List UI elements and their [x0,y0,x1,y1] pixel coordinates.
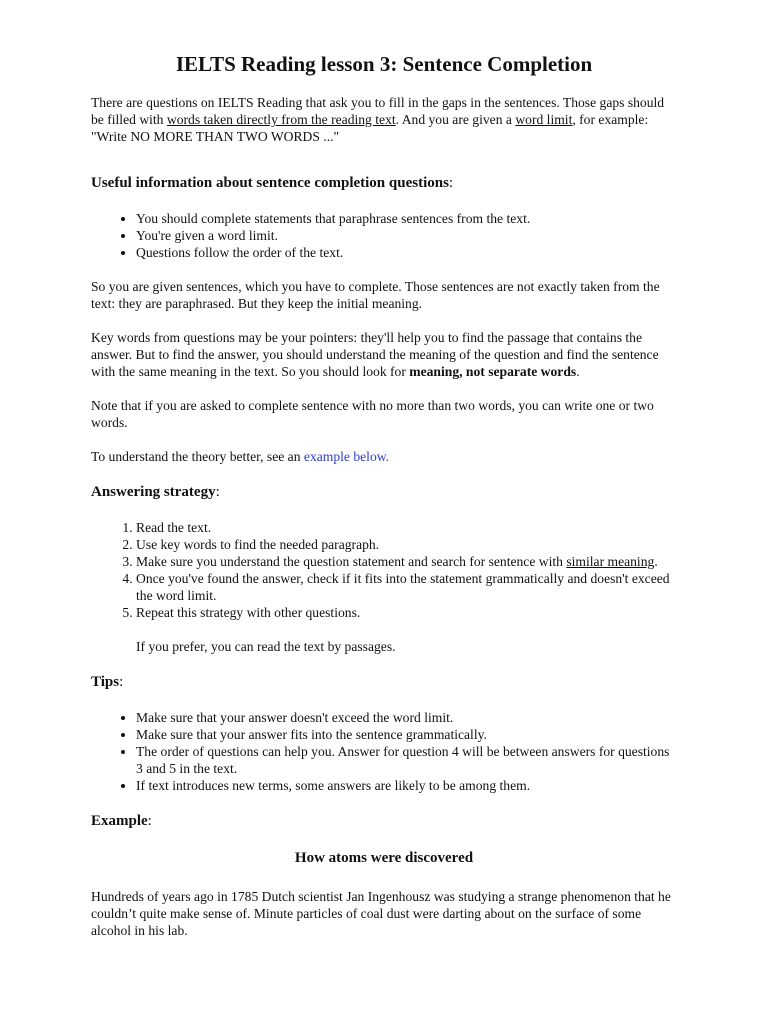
intro-underline-2: word limit [515,112,573,127]
example-heading: Example: [91,813,152,829]
list-item: 3. Make sure you understand the question statement and search for sentence with similar meaning. [136,553,677,570]
strategy-list [91,519,677,621]
intro-text-2: . And you are given a [395,112,516,127]
intro-underline-1: words taken directly from the reading text [166,112,396,127]
intro-paragraph [91,94,677,145]
list-item: • If text introduces new terms, some answers are likely to be among them. [136,777,677,794]
paragraph-2: Key words from questions may be your pointers: they'll help you to find the passage that contains the answer. But to find the answer, you should understand the meaning of the question and find the sentence with the same meaning in the text. So you should look for meaning, not separate words. [91,330,659,379]
list-item: 5. Repeat this strategy with other questions. [136,604,677,621]
list-item: 4. Once you've found the answer, check if it fits into the statement grammatically and doesn't exceed the word limit. [136,570,677,604]
list-item: 1. Read the text. [136,519,677,536]
example-text: Hundreds of years ago in 1785 Dutch scientist Jan Ingenhousz was studying a strange phenomenon that he couldn’t quite make sense of. Minute particles of coal dust were darting about on the surface of some alcohol in his lab. [91,889,671,938]
bold-phrase: meaning, not separate words [409,364,577,379]
example-link[interactable]: example below. [303,449,390,464]
list-item: 2. Use key words to find the needed paragraph. [136,536,677,553]
list-item: • Questions follow the order of the text. [136,244,677,261]
strategy-heading: Answering strategy: [91,484,220,500]
list-item: • The order of questions can help you. Answer for question 4 will be between answers for questions 3 and 5 in the text. [136,743,677,777]
tips-list [91,709,677,794]
intro-text-3: , for example: "Write NO MORE THAN TWO WORDS ..." [91,112,649,144]
list-item: • You're given a word limit. [136,227,677,244]
list-item: • Make sure that your answer fits into the sentence grammatically. [136,726,677,743]
strategy-note: If you prefer, you can read the text by passages. [136,639,396,654]
useful-heading: Useful information about sentence completion questions: [91,175,454,191]
intro-text-1: There are questions on IELTS Reading that ask you to fill in the gaps in the sentences. Those gaps should be filled with [91,95,665,127]
useful-list [91,210,677,261]
page-title: IELTS Reading lesson 3: Sentence Completion [175,52,593,76]
paragraph-4: To understand the theory better, see an example below. [91,449,390,464]
example-title: How atoms were discovered [294,850,474,866]
list-item: • You should complete statements that paraphrase sentences from the text. [136,210,677,227]
paragraph-3: Note that if you are asked to complete sentence with no more than two words, you can write one or two words. [91,398,654,430]
tips-heading: Tips: [91,674,124,690]
paragraph-1: So you are given sentences, which you have to complete. Those sentences are not exactly taken from the text: they are paraphrased. But they keep the initial meaning. [91,279,660,311]
list-item: • Make sure that your answer doesn't exceed the word limit. [136,709,677,726]
